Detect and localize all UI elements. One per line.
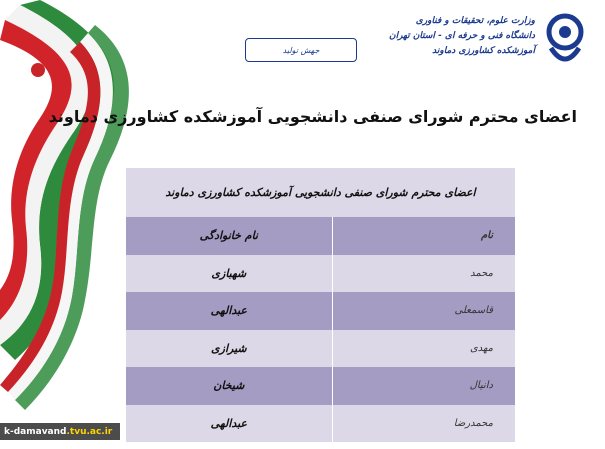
institution-lines [389,14,535,59]
table-row [126,292,516,330]
first-name-cell: محمد [332,255,515,293]
table-caption: اعضای محترم شورای صنفی دانشجویی آموزشکده کشاورزی دماوند [126,168,516,217]
slogan-badge [245,38,357,62]
last-name-cell: عبدالهی [126,292,333,330]
university-line: دانشگاه فنی و حرفه ای - استان تهران [388,31,535,41]
last-name-cell: عبدالهی [126,405,333,443]
ministry-line: وزارت علوم، تحقیقات و فناوری [415,16,535,26]
university-logo-icon [543,10,587,70]
slogan-text: جهش تولید [282,45,320,55]
page-title: اعضای محترم شورای صنفی دانشجویی آموزشکده کشاورزی دماوند [48,107,577,126]
first-name-cell: محمدرضا [332,405,515,443]
table-row [126,367,516,405]
table-row [126,330,516,368]
first-name-cell: قاسمعلی [332,292,515,330]
column-header-first-name: نام [332,217,515,255]
members-table [125,168,515,442]
site-url-suffix: .tvu.ac.ir [66,426,113,437]
college-line: آموزشکده کشاورزی دماوند [432,46,535,56]
site-url-prefix: k-damavand [4,426,67,437]
institution-logo-block [377,10,587,85]
table-caption-row [126,168,516,217]
table-header-row [126,217,516,255]
last-name-cell: شیرازی [126,330,333,368]
last-name-cell: شهبازی [126,255,333,293]
column-header-last-name: نام خانوادگی [126,217,333,255]
last-name-cell: شیخان [126,367,333,405]
table-row [126,405,516,443]
first-name-cell: مهدی [332,330,515,368]
site-url-link[interactable] [0,423,120,440]
first-name-cell: دانیال [332,367,515,405]
table-row [126,255,516,293]
